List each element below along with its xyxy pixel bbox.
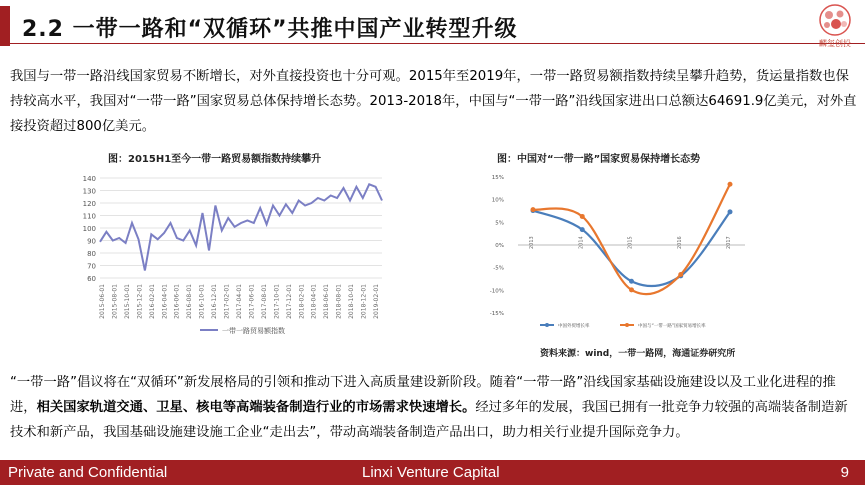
data-point — [531, 207, 536, 212]
x-tick-label: 2018-04-01 — [310, 284, 318, 319]
legend-marker — [545, 323, 549, 327]
y-tick-label: 15% — [491, 175, 504, 181]
x-tick-label: 2018-02-01 — [298, 284, 306, 319]
x-tick-label: 2015 — [627, 236, 634, 249]
x-tick-label: 2014 — [578, 236, 585, 249]
footer-bar — [0, 460, 865, 485]
y-tick-label: 10% — [491, 197, 504, 204]
y-tick-label: 90 — [87, 237, 96, 246]
y-tick-label: 100 — [82, 225, 96, 233]
x-tick-label: 2017 — [726, 236, 732, 249]
x-tick-label: 2016-02-01 — [148, 284, 156, 319]
chart1-title: 图：2015H1至今一带一路贸易额指数持续攀升 — [108, 154, 322, 165]
chart2-title: 图：中国对“一带一路”国家贸易保持增长态势 — [497, 154, 701, 165]
x-tick-label: 2013 — [529, 236, 535, 249]
body-text-2: 经过多年的发展，我国已拥有一批竞争力较强的高端装备制造新技术和新产品，我国基础设施建设施工企业“走出去”，带动高端装备制造产品出口，助力相关行业提升国际竞争力。 — [10, 400, 848, 440]
y-tick-label: 60 — [87, 275, 96, 283]
y-tick-label: -5% — [493, 265, 504, 272]
data-point — [580, 227, 585, 232]
body-paragraph — [10, 370, 860, 445]
x-tick-label: 2017-04-01 — [236, 284, 243, 319]
title-bar — [0, 6, 800, 46]
footer-left-text: Private and Confidential — [8, 464, 168, 481]
company-logo — [809, 2, 861, 50]
x-tick-label: 2018-08-01 — [335, 284, 343, 319]
body-text-1: “一带一路”倡议将在“双循环”新发展格局的引领和推动下进入高质量建设新阶段。随着“一带一路”沿线国家基础设施建设以及工业化进程的推进， — [10, 375, 836, 415]
x-tick-label: 2015-12-01 — [136, 284, 144, 319]
trade-index-chart — [70, 168, 390, 343]
x-tick-label: 2016-12-01 — [211, 284, 219, 319]
x-tick-label: 2017-06-01 — [248, 284, 256, 319]
footer-company-name: Linxi Venture Capital — [362, 464, 500, 481]
x-tick-label: 2017-12-01 — [285, 284, 293, 319]
x-tick-label: 2016-06-01 — [173, 284, 181, 319]
logo-emblem-icon — [809, 2, 861, 40]
y-tick-label: 0% — [495, 243, 504, 249]
legend-label: 一带一路贸易额指数 — [222, 327, 285, 335]
data-point — [678, 272, 683, 277]
x-tick-label: 2015-10-01 — [123, 284, 131, 319]
body-text-bold: 相关国家轨道交通、卫星、核电等高端装备制造行业的市场需求快速增长。 — [36, 400, 476, 415]
x-tick-label: 2017-08-01 — [260, 284, 268, 319]
x-tick-label: 2017-10-01 — [273, 284, 281, 319]
y-tick-label: 70 — [87, 262, 96, 271]
x-tick-label: 2015-06-01 — [99, 284, 106, 319]
x-tick-label: 2018-10-01 — [348, 284, 356, 319]
data-point — [728, 182, 733, 187]
x-tick-label: 2018-12-01 — [360, 284, 368, 319]
page-number: 9 — [840, 464, 849, 481]
y-tick-label: 80 — [87, 250, 96, 258]
x-tick-label: 2016 — [676, 236, 683, 249]
x-tick-label: 2019-02-01 — [373, 284, 380, 319]
x-tick-label: 2018-06-01 — [323, 284, 331, 319]
x-tick-label: 2015-08-01 — [111, 284, 119, 319]
y-tick-label: 120 — [82, 200, 96, 208]
x-tick-label: 2017-02-01 — [223, 284, 231, 319]
data-point — [728, 209, 733, 214]
data-point — [580, 214, 585, 219]
x-tick-label: 2016-04-01 — [161, 284, 169, 319]
y-tick-label: 130 — [82, 187, 96, 196]
source-note: 资料来源：wind，一带一路网，海通证券研究所 — [540, 349, 736, 359]
data-point — [629, 287, 634, 292]
y-tick-label: 140 — [82, 175, 96, 183]
page-title: 2.2 一带一路和“双循环”共推中国产业转型升级 — [22, 17, 518, 42]
series-line-trade-index — [100, 184, 382, 270]
y-tick-label: -15% — [489, 311, 504, 317]
x-tick-label: 2016-08-01 — [186, 284, 194, 319]
legend-marker — [625, 323, 629, 327]
logo-text: 麟玺创投 — [819, 39, 851, 48]
title-accent-bar — [0, 6, 10, 46]
trade-growth-chart — [480, 165, 770, 345]
title-divider — [0, 43, 865, 44]
intro-paragraph: 我国与一带一路沿线国家贸易不断增长，对外直接投资也十分可观。2015年至2019年，一带一路贸易额指数持续呈攀升趋势，货运量指数也保持较高水平，我国对“一带一路”国家贸易总体保持增长态势。2013-2018年，中国与“一带一路”沿线国家进出口总额达64691.9亿美元，对外直接投资超过800亿美元。 — [10, 69, 857, 134]
y-tick-label: 5% — [495, 220, 504, 227]
y-tick-label: 110 — [82, 212, 96, 221]
x-tick-label: 2016-10-01 — [198, 284, 206, 319]
legend-label: 中国与“一带一路”国家贸易增长率 — [638, 324, 706, 329]
legend-label: 中国外贸增长率 — [558, 324, 590, 329]
y-tick-label: -10% — [489, 288, 504, 295]
data-point — [629, 279, 634, 284]
